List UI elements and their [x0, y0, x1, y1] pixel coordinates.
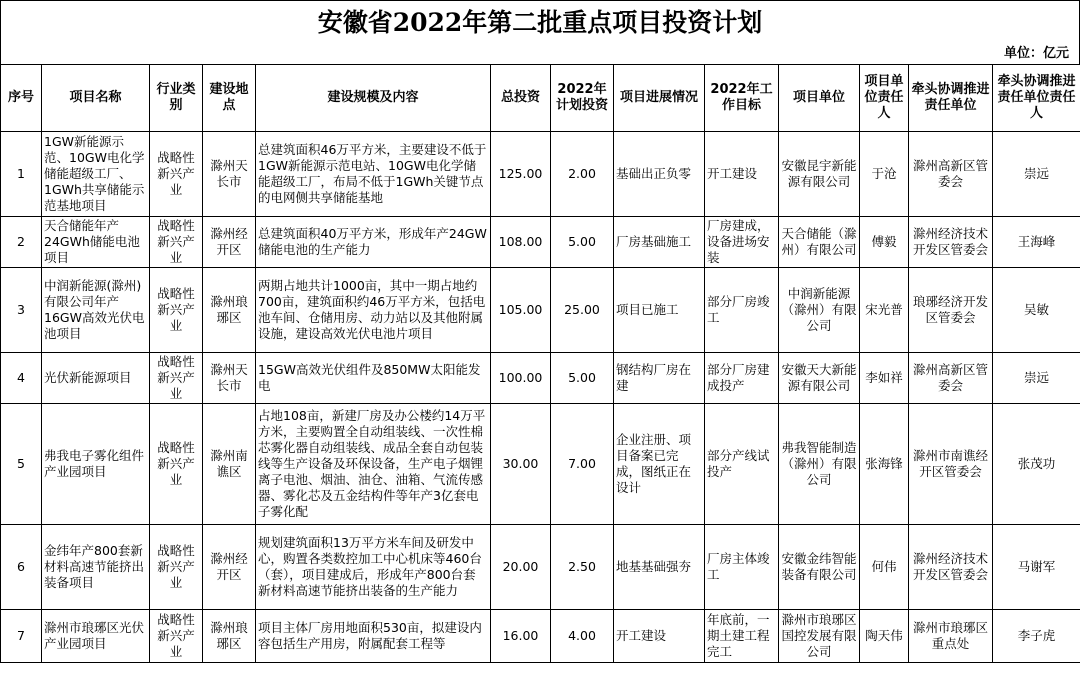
cell-industry: 战略性新兴产业 [150, 525, 203, 610]
header-total-investment: 总投资 [491, 65, 551, 132]
cell-2022-plan: 5.00 [551, 217, 614, 268]
cell-2022-plan: 4.00 [551, 610, 614, 663]
cell-lead-unit: 滁州市南谯经开区管委会 [909, 404, 993, 525]
cell-project-name: 滁州市琅琊区光伏产业园项目 [42, 610, 150, 663]
cell-project-name: 金纬年产800套新材料高速节能挤出装备项目 [42, 525, 150, 610]
cell-total-investment: 16.00 [491, 610, 551, 663]
cell-total-investment: 105.00 [491, 268, 551, 353]
cell-scale-content: 总建筑面积40万平方米，形成年产24GW储能电池的生产能力 [256, 217, 491, 268]
table-row [1, 525, 1080, 610]
cell-unit-leader: 李如祥 [860, 353, 909, 404]
cell-lead-leader: 崇远 [993, 353, 1080, 404]
cell-lead-unit: 滁州经济技术开发区管委会 [909, 217, 993, 268]
header-unit-leader: 项目单位责任人 [860, 65, 909, 132]
cell-index: 2 [1, 217, 42, 268]
cell-lead-unit: 滁州高新区管委会 [909, 132, 993, 217]
cell-total-investment: 100.00 [491, 353, 551, 404]
table-row [1, 610, 1080, 663]
cell-2022-goal: 开工建设 [705, 132, 779, 217]
header-progress: 项目进展情况 [614, 65, 705, 132]
cell-location: 滁州天长市 [203, 353, 256, 404]
cell-lead-unit: 滁州经济技术开发区管委会 [909, 525, 993, 610]
cell-scale-content: 规划建筑面积13万平方米车间及研发中心，购置各类数控加工中心机床等460台（套），项目建成后，形成年产800台套新材料高速节能挤出装备的生产能力 [256, 525, 491, 610]
cell-industry: 战略性新兴产业 [150, 132, 203, 217]
cell-progress: 企业注册、项目备案已完成，图纸正在设计 [614, 404, 705, 525]
header-index: 序号 [1, 65, 42, 132]
cell-2022-goal: 厂房建成，设备进场安装 [705, 217, 779, 268]
project-table [0, 64, 1080, 663]
cell-location: 滁州经开区 [203, 525, 256, 610]
cell-industry: 战略性新兴产业 [150, 353, 203, 404]
cell-index: 5 [1, 404, 42, 525]
header-location: 建设地点 [203, 65, 256, 132]
cell-unit-leader: 张海锋 [860, 404, 909, 525]
cell-project-unit: 安徽昆宇新能源有限公司 [779, 132, 860, 217]
cell-2022-plan: 7.00 [551, 404, 614, 525]
header-industry: 行业类别 [150, 65, 203, 132]
cell-location: 滁州琅琊区 [203, 268, 256, 353]
cell-location: 滁州南谯区 [203, 404, 256, 525]
cell-2022-plan: 25.00 [551, 268, 614, 353]
cell-lead-unit: 滁州市琅琊区重点处 [909, 610, 993, 663]
cell-project-unit: 弗我智能制造（滁州）有限公司 [779, 404, 860, 525]
header-row [1, 65, 1080, 132]
header-lead-unit: 牵头协调推进责任单位 [909, 65, 993, 132]
cell-index: 7 [1, 610, 42, 663]
cell-2022-goal: 部分厂房建成投产 [705, 353, 779, 404]
table-row [1, 353, 1080, 404]
cell-project-name: 光伏新能源项目 [42, 353, 150, 404]
cell-progress: 厂房基础施工 [614, 217, 705, 268]
cell-unit-leader: 何伟 [860, 525, 909, 610]
cell-2022-plan: 5.00 [551, 353, 614, 404]
cell-industry: 战略性新兴产业 [150, 610, 203, 663]
cell-index: 1 [1, 132, 42, 217]
cell-industry: 战略性新兴产业 [150, 217, 203, 268]
cell-index: 4 [1, 353, 42, 404]
header-2022-goal: 2022年工作目标 [705, 65, 779, 132]
table-row [1, 404, 1080, 525]
cell-lead-leader: 李子虎 [993, 610, 1080, 663]
cell-progress: 地基基础强夯 [614, 525, 705, 610]
header-project-unit: 项目单位 [779, 65, 860, 132]
cell-scale-content: 15GW高效光伏组件及850MW太阳能发电 [256, 353, 491, 404]
cell-location: 滁州经开区 [203, 217, 256, 268]
document-title: 安徽省2022年第二批重点项目投资计划 [0, 0, 1080, 44]
cell-total-investment: 108.00 [491, 217, 551, 268]
cell-2022-goal: 部分产线试投产 [705, 404, 779, 525]
cell-progress: 项目已施工 [614, 268, 705, 353]
cell-total-investment: 125.00 [491, 132, 551, 217]
cell-lead-leader: 张茂功 [993, 404, 1080, 525]
cell-unit-leader: 于沧 [860, 132, 909, 217]
cell-total-investment: 20.00 [491, 525, 551, 610]
cell-2022-goal: 部分厂房竣工 [705, 268, 779, 353]
cell-lead-leader: 吴敏 [993, 268, 1080, 353]
cell-project-name: 中润新能源(滁州)有限公司年产16GW高效光伏电池项目 [42, 268, 150, 353]
cell-2022-goal: 厂房主体竣工 [705, 525, 779, 610]
cell-progress: 钢结构厂房在建 [614, 353, 705, 404]
cell-scale-content: 总建筑面积46万平方米，主要建设不低于1GW新能源示范电站、10GW电化学储能超级工厂，布局不低于1GWh关键节点的电网侧共享储能基地 [256, 132, 491, 217]
cell-project-name: 天合储能年产24GWh储能电池项目 [42, 217, 150, 268]
cell-2022-plan: 2.50 [551, 525, 614, 610]
cell-lead-unit: 琅琊经济开发区管委会 [909, 268, 993, 353]
cell-project-name: 弗我电子雾化组件产业园项目 [42, 404, 150, 525]
cell-scale-content: 两期占地共计1000亩，其中一期占地约700亩，建筑面积约46万平方米，包括电池车间、仓储用房、动力站以及其他附属设施，建设高效光伏电池片项目 [256, 268, 491, 353]
cell-2022-plan: 2.00 [551, 132, 614, 217]
header-project-name: 项目名称 [42, 65, 150, 132]
cell-industry: 战略性新兴产业 [150, 404, 203, 525]
cell-industry: 战略性新兴产业 [150, 268, 203, 353]
cell-project-unit: 中润新能源（滁州）有限公司 [779, 268, 860, 353]
cell-project-unit: 安徽天大新能源有限公司 [779, 353, 860, 404]
table-row [1, 268, 1080, 353]
cell-location: 滁州琅琊区 [203, 610, 256, 663]
cell-project-unit: 安徽金纬智能装备有限公司 [779, 525, 860, 610]
cell-scale-content: 项目主体厂房用地面积530亩，拟建设内容包括生产用房，附属配套工程等 [256, 610, 491, 663]
header-scale-content: 建设规模及内容 [256, 65, 491, 132]
cell-lead-leader: 马谢军 [993, 525, 1080, 610]
table-row [1, 132, 1080, 217]
cell-progress: 开工建设 [614, 610, 705, 663]
cell-index: 6 [1, 525, 42, 610]
cell-project-unit: 天合储能（滁州）有限公司 [779, 217, 860, 268]
header-2022-plan: 2022年计划投资 [551, 65, 614, 132]
cell-location: 滁州天长市 [203, 132, 256, 217]
cell-progress: 基础出正负零 [614, 132, 705, 217]
table-row [1, 217, 1080, 268]
cell-unit-leader: 傅毅 [860, 217, 909, 268]
cell-2022-goal: 年底前，一期土建工程完工 [705, 610, 779, 663]
cell-project-name: 1GW新能源示范、10GW电化学储能超级工厂、1GWh共享储能示范基地项目 [42, 132, 150, 217]
cell-lead-leader: 崇远 [993, 132, 1080, 217]
cell-scale-content: 占地108亩，新建厂房及办公楼约14万平方米，主要购置全自动组装线、一次性棉芯雾化器自动组装线、成品全套自动包装线等生产设备及环保设备，生产电子烟锂离子电池、烟油、油仓、油箱、气流传感器、雾化芯及五金结构件等年产3亿套电子雾化配 [256, 404, 491, 525]
cell-index: 3 [1, 268, 42, 353]
cell-project-unit: 滁州市琅琊区国控发展有限公司 [779, 610, 860, 663]
cell-unit-leader: 宋光普 [860, 268, 909, 353]
cell-lead-unit: 滁州高新区管委会 [909, 353, 993, 404]
header-lead-leader: 牵头协调推进责任单位责任人 [993, 65, 1080, 132]
cell-unit-leader: 陶天伟 [860, 610, 909, 663]
cell-lead-leader: 王海峰 [993, 217, 1080, 268]
unit-label: 单位：亿元 [0, 44, 1080, 64]
cell-total-investment: 30.00 [491, 404, 551, 525]
